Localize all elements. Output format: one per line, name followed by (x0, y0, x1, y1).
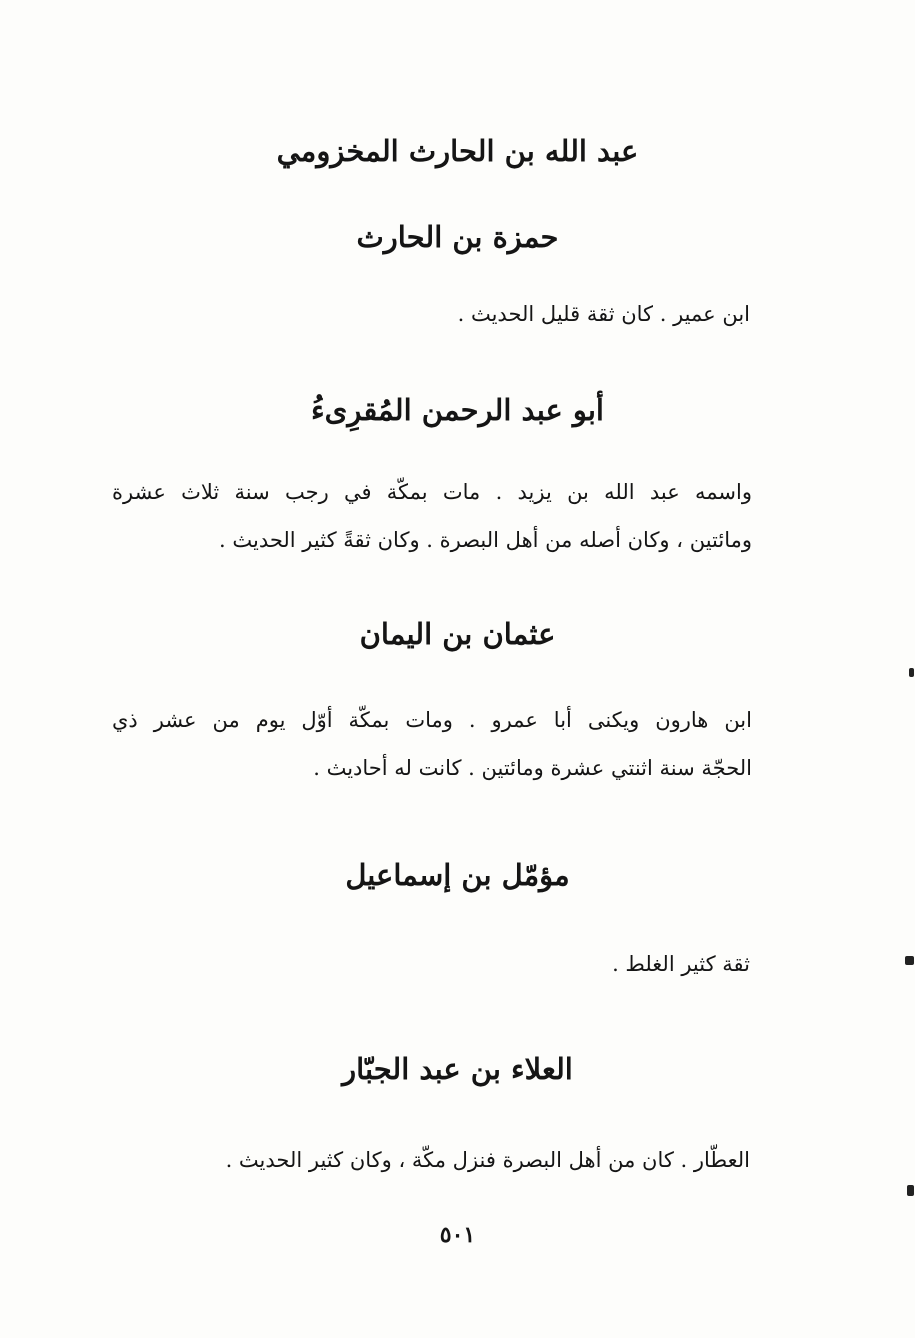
entry-heading-uthman-ibn-al-yaman: عثمان بن اليمان (359, 617, 556, 651)
entry-text-uthman (112, 696, 752, 792)
text-line: العطّار . كان من أهل البصرة فنزل مكّة ، وكان كثير الحديث . (225, 1148, 750, 1172)
scan-mark (905, 956, 914, 965)
text-line: الحجّة سنة اثنتي عشرة ومائتين . كانت له أحاديث . (313, 756, 752, 780)
entry-heading-abu-abd-al-rahman-al-muqri: أبو عبد الرحمن المُقرِىءُ (310, 393, 604, 427)
text-line: ومائتين ، وكان أصله من أهل البصرة . وكان ثقةً كثير الحديث . (219, 528, 752, 552)
scan-mark (909, 668, 914, 677)
entry-text-abu-abd-al-rahman (112, 468, 752, 564)
entry-heading-abdullah-ibn-al-harith: عبد الله بن الحارث المخزومي (276, 134, 639, 168)
entry-heading-hamza-ibn-al-harith: حمزة بن الحارث (356, 220, 559, 254)
text-line: واسمه عبد الله بن يزيد . مات بمكّة في رجب سنة ثلاث عشرة (112, 480, 752, 504)
text-line: ابن هارون ويكنى أبا عمرو . ومات بمكّة أوّل يوم من عشر ذي (112, 708, 752, 732)
page-number: ٥٠١ (439, 1222, 476, 1248)
entry-heading-al-ala-ibn-abd-al-jabbar: العلاء بن عبد الجبّار (342, 1052, 573, 1086)
text-line: ابن عمير . كان ثقة قليل الحديث . (457, 302, 750, 326)
text-line: ثقة كثير الغلط . (612, 952, 750, 976)
entry-text-muammal (612, 940, 750, 988)
entry-text-al-ala (226, 1136, 750, 1184)
entry-text-hamza (458, 290, 750, 338)
scan-mark (907, 1185, 914, 1196)
entry-heading-muammal-ibn-ismail: مؤمّل بن إسماعيل (345, 858, 570, 892)
